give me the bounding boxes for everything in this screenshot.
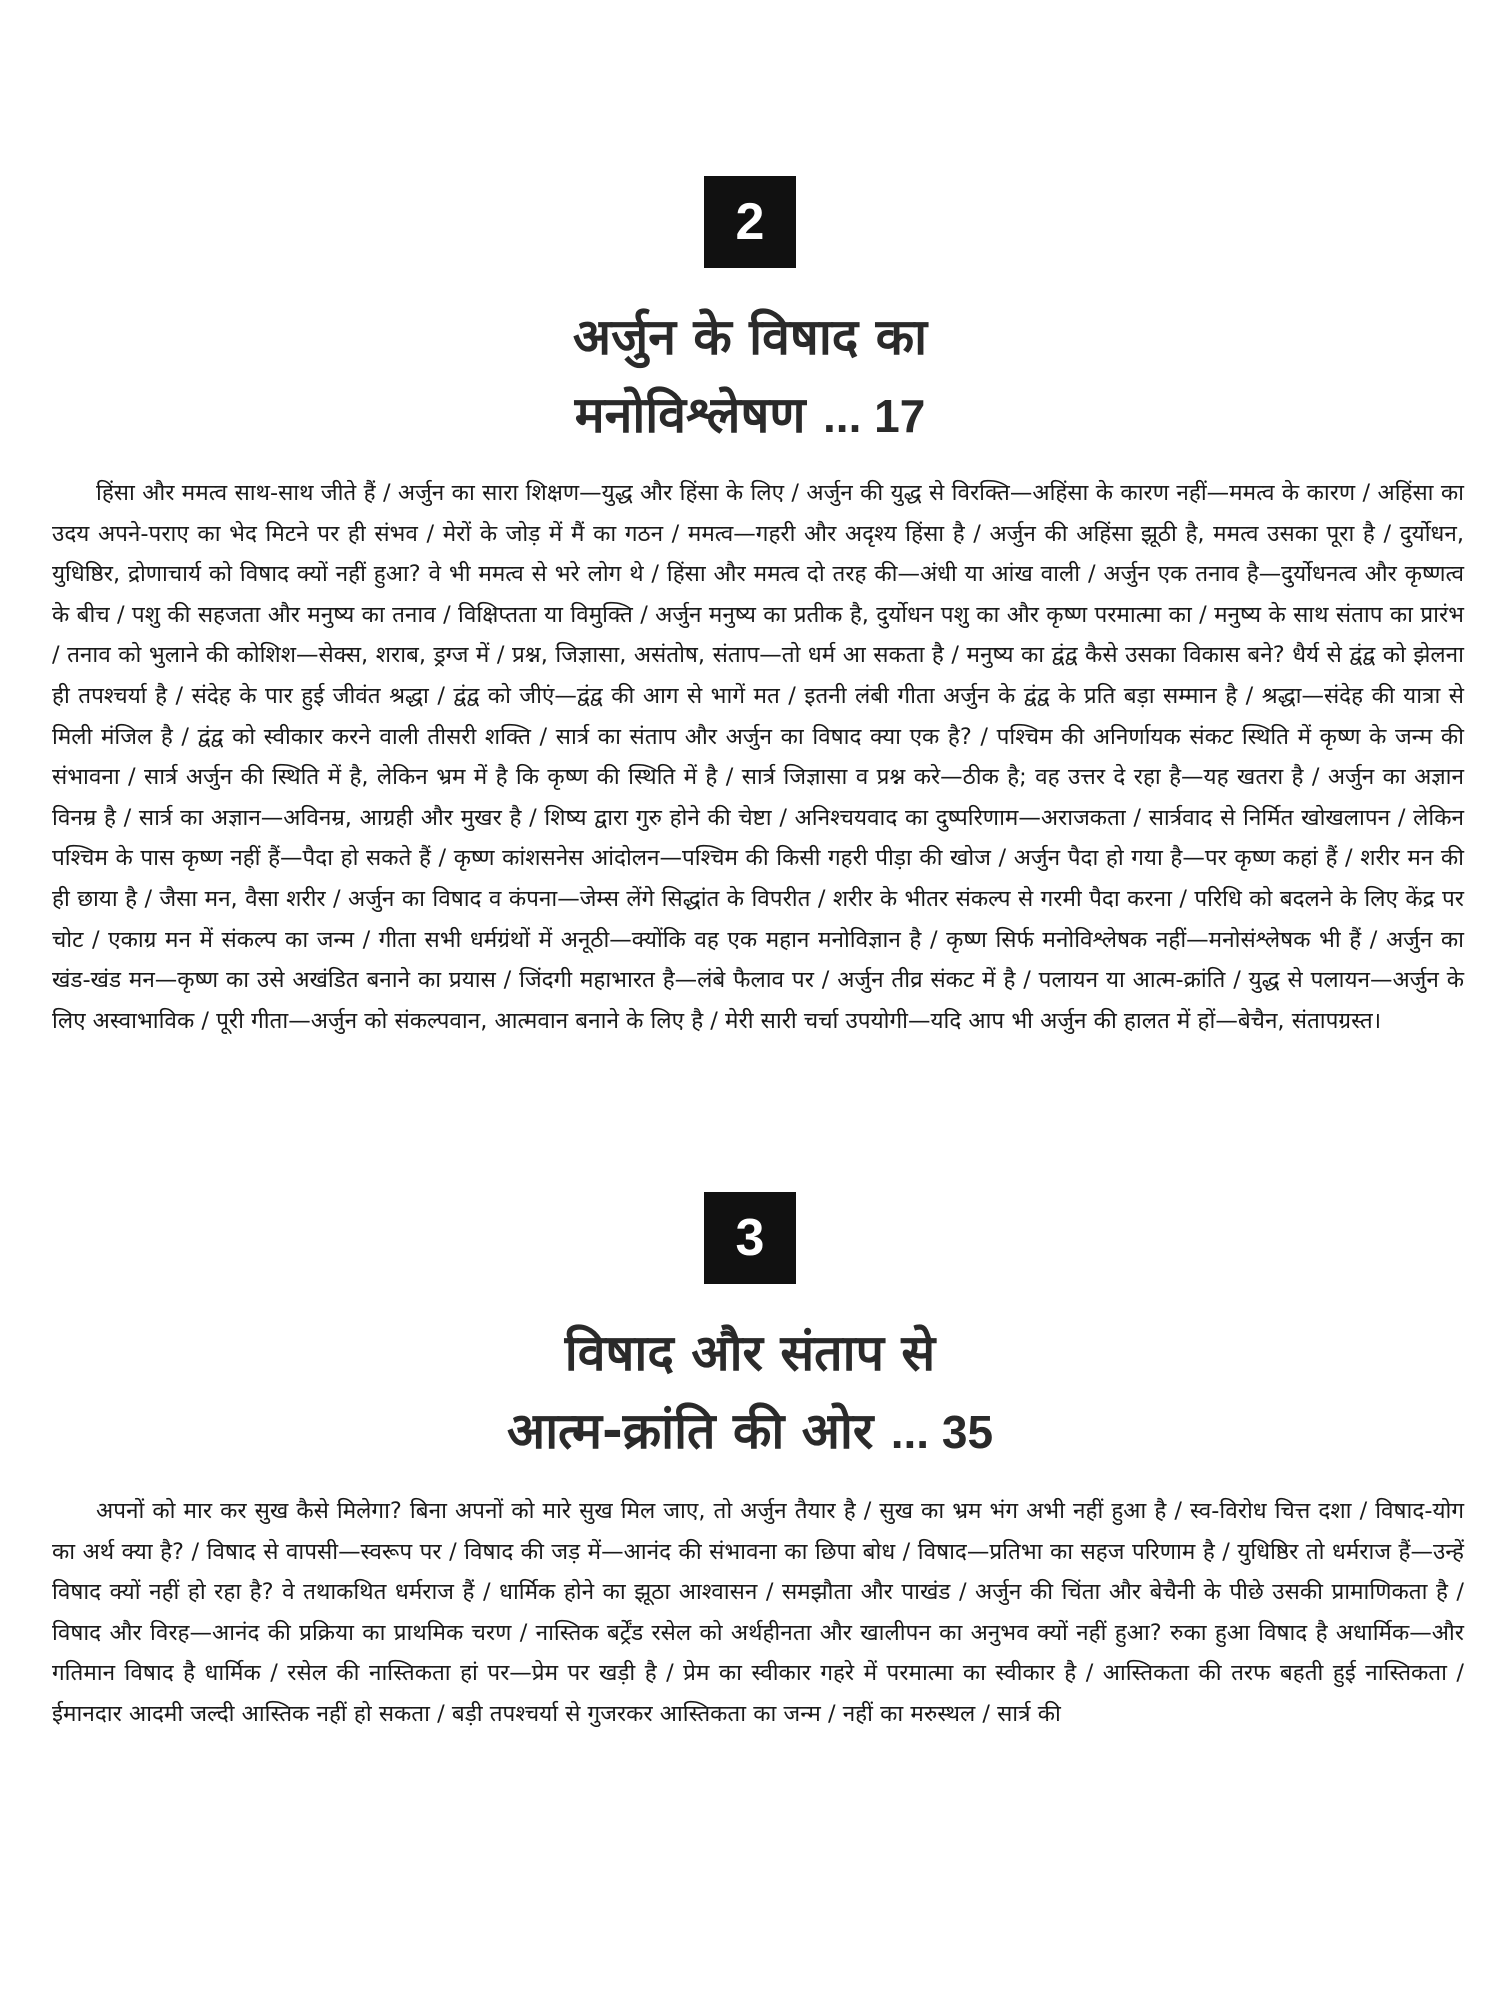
chapter-title bbox=[0, 1314, 1500, 1471]
chapter-title-line-2: मनोविश्लेषण bbox=[574, 386, 806, 444]
page-reference: ... 17 bbox=[823, 390, 926, 442]
chapter-title-line-1: विषाद और संताप से bbox=[564, 1324, 936, 1382]
chapter-title-line-2-row bbox=[0, 1392, 1500, 1471]
chapter-3-section bbox=[0, 1192, 1500, 1735]
chapter-number-badge: 2 bbox=[704, 176, 796, 268]
chapter-title bbox=[0, 298, 1500, 455]
chapter-title-line-1: अर्जुन के विषाद का bbox=[572, 308, 928, 366]
page-reference: ... 35 bbox=[890, 1406, 994, 1458]
chapter-2-section bbox=[0, 176, 1500, 1041]
chapter-number-badge: 3 bbox=[704, 1192, 796, 1284]
chapter-summary: अपनों को मार कर सुख कैसे मिलेगा? बिना अपनों को मारे सुख मिल जाए, तो अर्जुन तैयार है / सुख का भ्रम भंग अभी नहीं हुआ है / स्व-विरोध चित्त दशा / विषाद-योग का अर्थ क्या है? / विषाद से वापसी—स्वरूप पर / विषाद की जड़ में—आनंद की संभावना का छिपा बोध / विषाद—प्रतिभा का सहज परिणाम है / युधिष्ठिर तो धर्मराज हैं—उन्हें विषाद क्यों नहीं हो रहा है? वे तथाकथित धर्मराज हैं / धार्मिक होने का झूठा आश्वासन / समझौता और पाखंड / अर्जुन की चिंता और बेचैनी के पीछे उसकी प्रामाणिकता है / विषाद और विरह—आनंद की प्रक्रिया का प्राथमिक चरण / नास्तिक बर्ट्रेंड रसेल को अर्थहीनता और खालीपन का अनुभव क्यों नहीं हुआ? रुका हुआ विषाद है अधार्मिक—और गतिमान विषाद है धार्मिक / रसेल की नास्तिकता हां पर—प्रेम पर खड़ी है / प्रेम का स्वीकार गहरे में परमात्मा का स्वीकार है / आस्तिकता की तरफ बहती हुई नास्तिकता / ईमानदार आदमी जल्दी आस्तिक नहीं हो सकता / बड़ी तपश्चर्या से गुजरकर आस्तिकता का जन्म / नहीं का मरुस्थल / सार्त्र की bbox=[52, 1498, 1464, 1727]
chapter-summary: हिंसा और ममत्व साथ-साथ जीते हैं / अर्जुन का सारा शिक्षण—युद्ध और हिंसा के लिए / अर्जुन की युद्ध से विरक्ति—अहिंसा के कारण नहीं—ममत्व के कारण / अहिंसा का उदय अपने-पराए का भेद मिटने पर ही संभव / मेरों के जोड़ में मैं का गठन / ममत्व—गहरी और अदृश्य हिंसा है / अर्जुन की अहिंसा झूठी है, ममत्व उसका पूरा है / दुर्योधन, युधिष्ठिर, द्रोणाचार्य को विषाद क्यों नहीं हुआ? वे भी ममत्व से भरे लोग थे / हिंसा और ममत्व दो तरह की—अंधी या आंख वाली / अर्जुन एक तनाव है—दुर्योधनत्व और कृष्णत्व के बीच / पशु की सहजता और मनुष्य का तनाव / विक्षिप्तता या विमुक्ति / अर्जुन मनुष्य का प्रतीक है, दुर्योधन पशु का और कृष्ण परमात्मा का / मनुष्य के साथ संताप का प्रारंभ / तनाव को भुलाने की कोशिश—सेक्स, शराब, ड्रग्ज में / प्रश्न, जिज्ञासा, असंतोष, संताप—तो धर्म आ सकता है / मनुष्य का द्वंद्व कैसे उसका विकास बने? धैर्य से द्वंद्व को झेलना ही तपश्चर्या है / संदेह के पार हुई जीवंत श्रद्धा / द्वंद्व को जीएं—द्वंद्व की आग से भागें मत / इतनी लंबी गीता अर्जुन के द्वंद्व के प्रति बड़ा सम्मान है / श्रद्धा—संदेह की यात्रा से मिली मंजिल है / द्वंद्व को स्वीकार करने वाली तीसरी शक्ति / सार्त्र का संताप और अर्जुन का विषाद क्या एक है? / पश्चिम की अनिर्णायक संकट स्थिति में कृष्ण के जन्म की संभावना / सार्त्र अर्जुन की स्थिति में है, लेकिन भ्रम में है कि कृष्ण की स्थिति में है / सार्त्र जिज्ञासा व प्रश्न करे—ठीक है; वह उत्तर दे रहा है—यह खतरा है / अर्जुन का अज्ञान विनम्र है / सार्त्र का अज्ञान—अविनम्र, आग्रही और मुखर है / शिष्य द्वारा गुरु होने की चेष्टा / अनिश्चयवाद का दुष्परिणाम—अराजकता / सार्त्रवाद से निर्मित खोखलापन / लेकिन पश्चिम के पास कृष्ण नहीं हैं—पैदा हो सकते हैं / कृष्ण कांशसनेस आंदोलन—पश्चिम की किसी गहरी पीड़ा की खोज / अर्जुन पैदा हो गया है—पर कृष्ण कहां हैं / शरीर मन की ही छाया है / जैसा मन, वैसा शरीर / अर्जुन का विषाद व कंपना—जेम्स लेंगे सिद्धांत के विपरीत / शरीर के भीतर संकल्प से गरमी पैदा करना / परिधि को बदलने के लिए केंद्र पर चोट / एकाग्र मन में संकल्प का जन्म / गीता सभी धर्मग्रंथों में अनूठी—क्योंकि वह एक महान मनोविज्ञान है / कृष्ण सिर्फ मनोविश्लेषक नहीं—मनोसंश्लेषक भी हैं / अर्जुन का खंड-खंड मन—कृष्ण का उसे अखंडित बनाने का प्रयास / जिंदगी महाभारत है—लंबे फैलाव पर / अर्जुन तीव्र संकट में है / पलायन या आत्म-क्रांति / युद्ध से पलायन—अर्जुन के लिए अस्वाभाविक / पूरी गीता—अर्जुन को संकल्पवान, आत्मवान बनाने के लिए है / मेरी सारी चर्चा उपयोगी—यदि आप भी अर्जुन की हालत में हों—बेचैन, संतापग्रस्त। bbox=[52, 480, 1464, 1034]
chapter-title-line-2: आत्म-क्रांति की ओर bbox=[506, 1402, 874, 1460]
chapter-title-line-2-row bbox=[0, 376, 1500, 455]
